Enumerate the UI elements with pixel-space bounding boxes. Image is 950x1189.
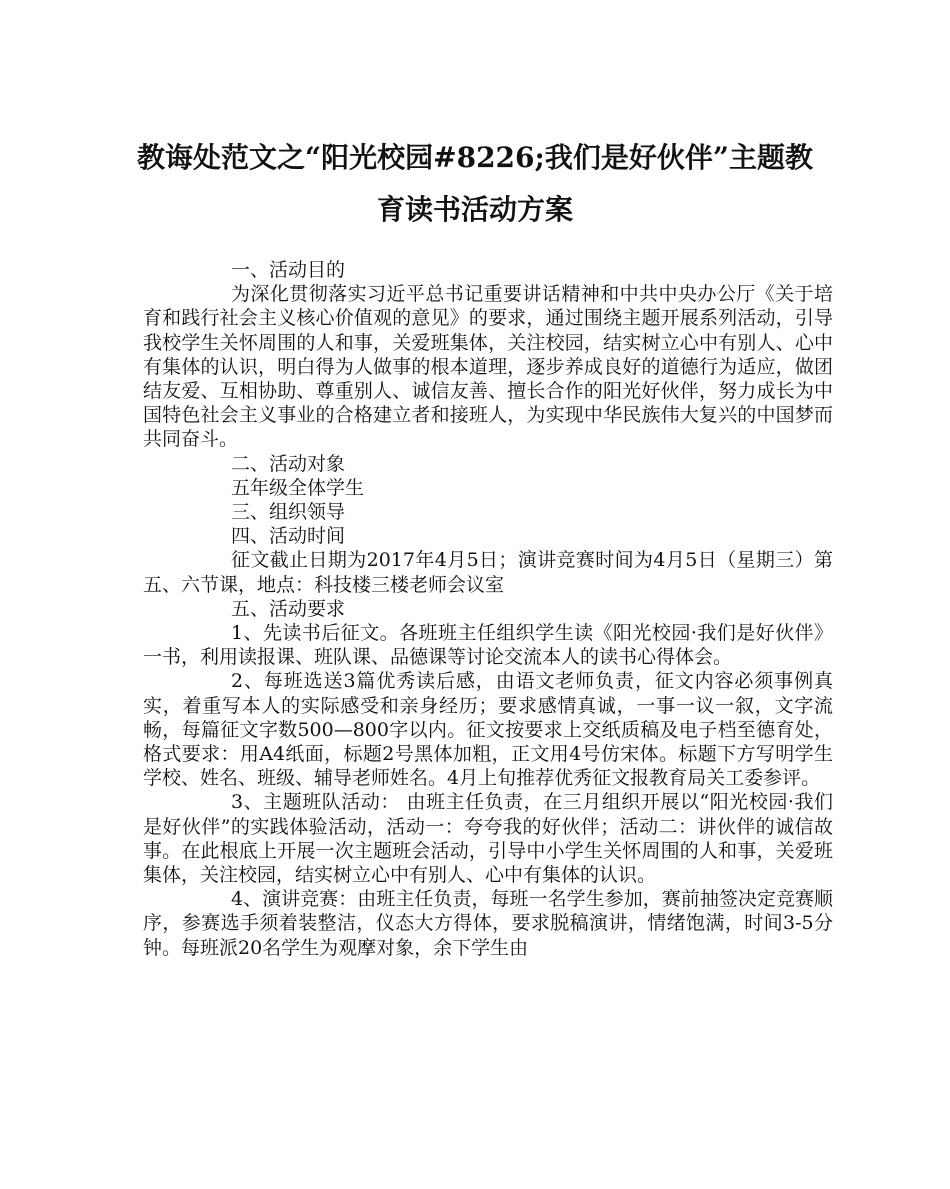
section-heading-target: 二、活动对象	[231, 452, 346, 475]
paragraph-target: 五年级全体学生	[231, 476, 365, 499]
document-title	[120, 132, 830, 236]
document-body	[143, 258, 833, 960]
title-line-1: 教诲处范文之“阳光校园#8226;我们是好伙伴”主题教	[137, 141, 813, 174]
paragraph-requirement-2: 2、每班选送3篇优秀读后感，由语文老师负责，征文内容必须事例真实，着重写本人的实际感受和亲身经历；要求感情真诚，一事一议一叙，文字流畅，每篇征文字数500—800字以内。征文按要求上交纸质稿及电子档至德育处，格式要求：用A4纸面，标题2号黑体加粗，正文用4号仿宋体。标题下方写明学生学校、姓名、班级、辅导老师姓名。4月上旬推荐优秀征文报教育局关工委参评。	[143, 670, 833, 790]
paragraph-requirement-4: 4、演讲竞赛：由班主任负责，每班一名学生参加，赛前抽签决定竞赛顺序，参赛选手须着装整洁，仪态大方得体，要求脱稿演讲，情绪饱满，时间3-5分钟。每班派20名学生为观摩对象，余下学生由	[143, 888, 833, 959]
section-heading-organization: 三、组织领导	[231, 501, 346, 524]
section-heading-requirements: 五、活动要求	[231, 597, 346, 620]
paragraph-requirement-3: 3、主题班队活动： 由班主任负责，在三月组织开展以“阳光校园·我们是好伙伴”的实践体验活动，活动一：夸夸我的好伙伴；活动二：讲伙伴的诚信故事。在此根底上开展一次主题班会活动，引导中小学生关怀周围的人和事，关爱班集体，关注校园，结实树立心中有别人、心中有集体的认识。	[143, 791, 833, 887]
title-line-2: 育读书活动方案	[376, 193, 573, 226]
paragraph-purpose: 为深化贯彻落实习近平总书记重要讲话精神和中共中央办公厅《关于培育和践行社会主义核心价值观的意见》的要求，通过围绕主题开展系列活动，引导我校学生关怀周围的人和事，关爱班集体，关注校园，结实树立心中有别人、心中有集体的认识，明白得为人做事的根本道理，逐步养成良好的道德行为适应，做团结友爱、互相协助、尊重别人、诚信友善、擅长合作的阳光好伙伴，努力成长为中国特色社会主义事业的合格建立者和接班人，为实现中华民族伟大复兴的中国梦而共同奋斗。	[143, 283, 833, 451]
section-heading-time: 四、活动时间	[231, 525, 346, 548]
section-heading-purpose: 一、活动目的	[231, 259, 346, 281]
paragraph-time: 征文截止日期为2017年4月5日；演讲竞赛时间为4月5日（星期三）第五、六节课，地点：科技楼三楼老师会议室	[143, 549, 833, 596]
paragraph-requirement-1: 1、先读书后征文。各班班主任组织学生读《阳光校园·我们是好伙伴》一书，利用读报课、班队课、品德课等讨论交流本人的读书心得体会。	[143, 622, 833, 669]
